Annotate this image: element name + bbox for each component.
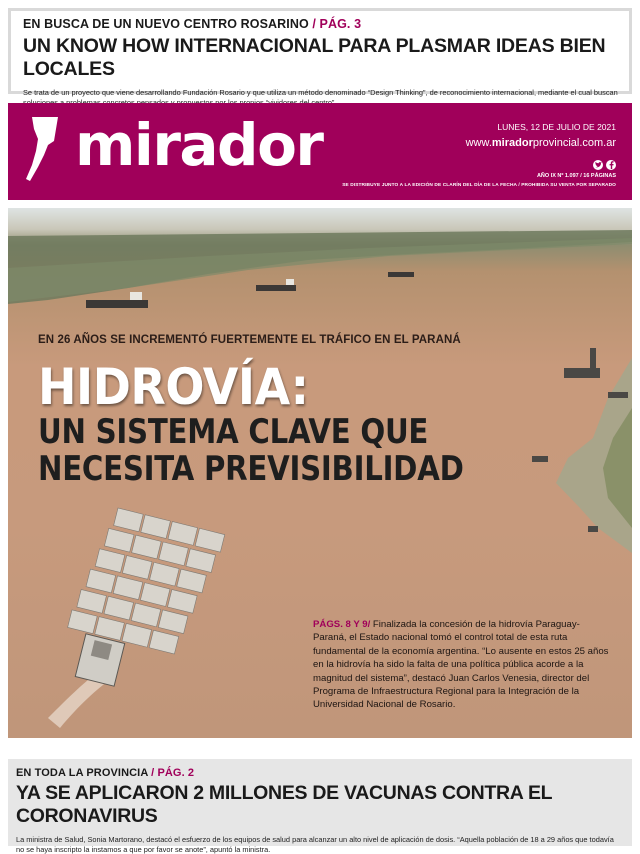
edition-date: LUNES, 12 DE JULIO DE 2021: [497, 122, 616, 132]
hero-body: [313, 618, 613, 712]
issue-number: AÑO IX Nº 1.097 / 16 PÁGINAS: [536, 173, 616, 179]
hero-story: [8, 208, 632, 738]
masthead-logo[interactable]: mirador: [75, 111, 323, 179]
bottom-teaser-separator: /: [151, 767, 155, 779]
masthead: [8, 103, 632, 200]
hero-body-text: Finalizada la concesión de la hidrovía Paraguay-Paraná, el Estado nacional tomó el control total de esta ruta fundamental de la economía argentina. “Lo ausente en estos 25 años en la hidrovía ha sido la falta de una política pública acorde a la magnitud del sistema”, destacó Juan Carlos Venesia, director del Programa de Infraestructura Regional para la Integración de la Universidad Nacional de Rosario.: [313, 619, 609, 711]
website-link[interactable]: [466, 137, 616, 149]
top-teaser-separator: /: [312, 17, 316, 31]
website-suffix: provincial.com.ar: [532, 137, 616, 149]
bottom-teaser-headline[interactable]: YA SE APLICARON 2 MILLONES DE VACUNAS CONTRA EL CORONAVIRUS: [16, 782, 552, 827]
bottom-teaser-summary: La ministra de Salud, Sonia Martorano, destacó el esfuerzo de los equipos de salud para alcanzar un alto nivel de aplicación de dosis. “Aquella población de 18 a 29 años que todavía no se haya inscripto la instamos a que por favor se anote”, apuntó la ministra.: [16, 835, 614, 854]
bottom-teaser-kicker-text: EN TODA LA PROVINCIA: [16, 767, 148, 779]
santa-fe-province-logo-icon: [24, 115, 64, 190]
twitter-icon[interactable]: [593, 160, 603, 170]
website-prefix: www.: [465, 137, 492, 149]
top-teaser-headline[interactable]: UN KNOW HOW INTERNACIONAL PARA PLASMAR IDEAS BIEN LOCALES: [23, 35, 606, 80]
top-teaser: [8, 8, 632, 97]
distribution-note: SE DISTRIBUYE JUNTO A LA EDICIÓN DE CLARÍN DEL DÍA DE LA FECHA / PROHIBIDA SU VENTA POR SEPARADO: [342, 183, 616, 188]
hero-page-ref[interactable]: PÁGS. 8 Y 9/: [313, 619, 371, 630]
hero-subtitle-line-1: UN SISTEMA CLAVE QUE: [38, 412, 429, 452]
top-teaser-kicker: [23, 17, 619, 31]
hero-title[interactable]: HIDROVÍA:: [38, 358, 309, 416]
hero-kicker: EN 26 AÑOS SE INCREMENTÓ FUERTEMENTE EL TRÁFICO EN EL PARANÁ: [38, 334, 461, 346]
facebook-icon[interactable]: [606, 160, 616, 170]
bottom-teaser-kicker: [16, 767, 622, 779]
social-links: [593, 160, 616, 170]
top-teaser-page-ref[interactable]: PÁG. 3: [319, 17, 362, 31]
hero-subtitle-line-2: NECESITA PREVISIBILIDAD: [38, 449, 464, 489]
bottom-teaser-page-ref[interactable]: PÁG. 2: [157, 767, 195, 779]
top-teaser-summary: Se trata de un proyecto que viene desarrollando Fundación Rosario y que utiliza un método denominado “Design Thinking”, de reconocimiento internacional, mediante el cual buscan: [23, 88, 618, 97]
bottom-teaser: [8, 759, 632, 854]
hero-subtitle[interactable]: [38, 414, 464, 488]
website-bold: mirador: [491, 137, 533, 149]
top-teaser-kicker-text: EN BUSCA DE UN NUEVO CENTRO ROSARINO: [23, 17, 309, 31]
